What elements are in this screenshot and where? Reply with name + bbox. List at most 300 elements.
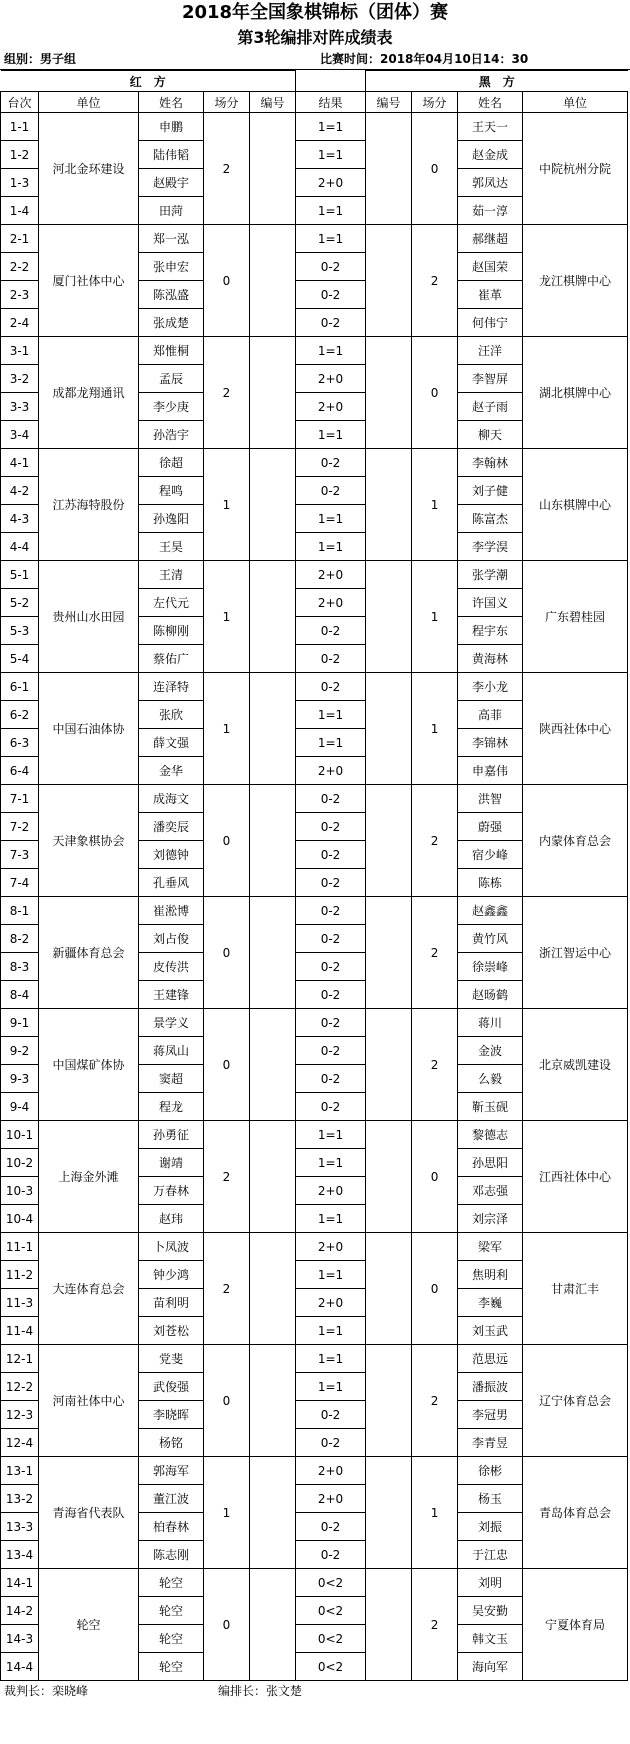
red-unit: 厦门社体中心 <box>39 225 139 337</box>
black-team-number <box>366 225 412 337</box>
red-unit: 青海省代表队 <box>39 1457 139 1569</box>
red-team-number <box>250 449 296 561</box>
black-player: 李冠男 <box>458 1401 523 1429</box>
red-player: 蔡佑广 <box>139 645 204 673</box>
red-player: 卜凤波 <box>139 1233 204 1261</box>
black-player: 李学淏 <box>458 533 523 561</box>
black-player: 范思远 <box>458 1345 523 1373</box>
black-team-number <box>366 561 412 673</box>
black-player: 郭凤达 <box>458 169 523 197</box>
red-player: 谢靖 <box>139 1149 204 1177</box>
red-team-number <box>250 561 296 673</box>
table-number: 10-3 <box>1 1177 39 1205</box>
black-unit: 浙江智运中心 <box>523 897 628 1009</box>
red-unit: 中国石油体协 <box>39 673 139 785</box>
col-header: 编号 <box>366 92 412 113</box>
black-player: 韩文玉 <box>458 1625 523 1653</box>
black-player: 刘宗泽 <box>458 1205 523 1233</box>
black-unit: 中院杭州分院 <box>523 113 628 225</box>
red-team-number <box>250 1569 296 1681</box>
black-unit: 青岛体育总会 <box>523 1457 628 1569</box>
black-player: 高菲 <box>458 701 523 729</box>
black-team-number <box>366 897 412 1009</box>
red-player: 王清 <box>139 561 204 589</box>
table-number: 13-2 <box>1 1485 39 1513</box>
table-number: 4-2 <box>1 477 39 505</box>
black-player: 宿少峰 <box>458 841 523 869</box>
table-number: 5-3 <box>1 617 39 645</box>
red-team-number <box>250 1345 296 1457</box>
table-number: 8-3 <box>1 953 39 981</box>
red-player: 轮空 <box>139 1625 204 1653</box>
table-number: 4-3 <box>1 505 39 533</box>
table-number: 11-2 <box>1 1261 39 1289</box>
game-result: 2+0 <box>296 1233 366 1261</box>
red-player: 左代元 <box>139 589 204 617</box>
col-header: 单位 <box>523 92 628 113</box>
game-result: 1=1 <box>296 197 366 225</box>
table-number: 2-2 <box>1 253 39 281</box>
table-number: 10-2 <box>1 1149 39 1177</box>
red-team-number <box>250 337 296 449</box>
red-unit: 江苏海特股份 <box>39 449 139 561</box>
red-player: 蒋凤山 <box>139 1037 204 1065</box>
table-row <box>1 1233 628 1261</box>
red-player: 武俊强 <box>139 1373 204 1401</box>
table-number: 10-1 <box>1 1121 39 1149</box>
red-player: 金华 <box>139 757 204 785</box>
table-number: 14-1 <box>1 1569 39 1597</box>
black-player: 洪智 <box>458 785 523 813</box>
red-player: 崔淞博 <box>139 897 204 925</box>
red-player: 张成楚 <box>139 309 204 337</box>
table-number: 4-4 <box>1 533 39 561</box>
black-team-number <box>366 1457 412 1569</box>
table-number: 10-4 <box>1 1205 39 1233</box>
red-player: 成海文 <box>139 785 204 813</box>
game-result: 2+0 <box>296 365 366 393</box>
red-player: 柏春林 <box>139 1513 204 1541</box>
table-number: 1-1 <box>1 113 39 141</box>
black-player: 陈栋 <box>458 869 523 897</box>
red-player: 程龙 <box>139 1093 204 1121</box>
game-result: 0-2 <box>296 645 366 673</box>
red-team-number <box>250 1233 296 1345</box>
red-player: 张申宏 <box>139 253 204 281</box>
red-match-score: 2 <box>204 113 250 225</box>
table-number: 2-4 <box>1 309 39 337</box>
red-match-score: 2 <box>204 337 250 449</box>
red-unit: 上海金外滩 <box>39 1121 139 1233</box>
red-player: 窦超 <box>139 1065 204 1093</box>
red-match-score: 1 <box>204 1457 250 1569</box>
red-match-score: 0 <box>204 225 250 337</box>
black-player: 黎德志 <box>458 1121 523 1149</box>
black-match-score: 2 <box>412 1009 458 1121</box>
black-player: 海向军 <box>458 1653 523 1681</box>
black-player: 赵子雨 <box>458 393 523 421</box>
red-player: 刘德钟 <box>139 841 204 869</box>
black-player: 焦明利 <box>458 1261 523 1289</box>
red-player: 郭海军 <box>139 1457 204 1485</box>
black-player: 崔革 <box>458 281 523 309</box>
red-player: 徐超 <box>139 449 204 477</box>
red-player: 万春林 <box>139 1177 204 1205</box>
game-result: 0<2 <box>296 1625 366 1653</box>
red-team-number <box>250 1121 296 1233</box>
red-unit: 河北金环建设 <box>39 113 139 225</box>
table-number: 9-2 <box>1 1037 39 1065</box>
table-number: 7-3 <box>1 841 39 869</box>
game-result: 0-2 <box>296 1037 366 1065</box>
black-unit: 甘肃汇丰 <box>523 1233 628 1345</box>
arranger-label: 编排长：张文楚 <box>218 1684 303 1698</box>
page-title: 2018年全国象棋锦标（团体）赛 <box>181 2 449 23</box>
black-player: 陈富杰 <box>458 505 523 533</box>
red-unit: 大连体育总会 <box>39 1233 139 1345</box>
red-player: 董江波 <box>139 1485 204 1513</box>
black-player: 申嘉伟 <box>458 757 523 785</box>
game-result: 0-2 <box>296 1541 366 1569</box>
game-result: 1=1 <box>296 1345 366 1373</box>
black-player: 赵鑫鑫 <box>458 897 523 925</box>
red-team-number <box>250 897 296 1009</box>
game-result: 0-2 <box>296 1065 366 1093</box>
side-header-row <box>1 71 628 92</box>
game-result: 2+0 <box>296 1485 366 1513</box>
black-team-number <box>366 785 412 897</box>
game-result: 0-2 <box>296 309 366 337</box>
black-player: 黄海林 <box>458 645 523 673</box>
black-team-number <box>366 1233 412 1345</box>
game-result: 0-2 <box>296 1401 366 1429</box>
black-player: 李智屏 <box>458 365 523 393</box>
game-result: 0-2 <box>296 869 366 897</box>
red-player: 陆伟韬 <box>139 141 204 169</box>
black-player: 柳天 <box>458 421 523 449</box>
black-player: 郝继超 <box>458 225 523 253</box>
black-player: 么毅 <box>458 1065 523 1093</box>
game-result: 1=1 <box>296 729 366 757</box>
game-result: 1=1 <box>296 141 366 169</box>
red-player: 赵殿宇 <box>139 169 204 197</box>
red-match-score: 1 <box>204 449 250 561</box>
black-match-score: 1 <box>412 673 458 785</box>
red-player: 刘占俊 <box>139 925 204 953</box>
black-unit: 宁夏体育局 <box>523 1569 628 1681</box>
table-number: 8-2 <box>1 925 39 953</box>
table-number: 5-4 <box>1 645 39 673</box>
table-number: 5-2 <box>1 589 39 617</box>
table-number: 11-1 <box>1 1233 39 1261</box>
table-number: 12-4 <box>1 1429 39 1457</box>
black-player: 刘玉武 <box>458 1317 523 1345</box>
table-number: 1-2 <box>1 141 39 169</box>
red-unit: 天津象棋协会 <box>39 785 139 897</box>
black-player: 赵旸鹤 <box>458 981 523 1009</box>
game-result: 0-2 <box>296 673 366 701</box>
table-number: 7-4 <box>1 869 39 897</box>
table-row <box>1 1457 628 1485</box>
table-row <box>1 673 628 701</box>
red-player: 陈泓盛 <box>139 281 204 309</box>
table-row <box>1 449 628 477</box>
black-player: 邓志强 <box>458 1177 523 1205</box>
black-player: 汪洋 <box>458 337 523 365</box>
black-match-score: 0 <box>412 337 458 449</box>
red-player: 皮传洪 <box>139 953 204 981</box>
table-number: 1-3 <box>1 169 39 197</box>
table-number: 8-4 <box>1 981 39 1009</box>
game-result: 0-2 <box>296 897 366 925</box>
black-player: 刘明 <box>458 1569 523 1597</box>
game-result: 0<2 <box>296 1597 366 1625</box>
table-number: 11-4 <box>1 1317 39 1345</box>
table-number: 9-1 <box>1 1009 39 1037</box>
page-subtitle: 第3轮编排对阵成绩表 <box>237 28 393 47</box>
game-result: 1=1 <box>296 421 366 449</box>
table-row <box>1 561 628 589</box>
red-match-score: 0 <box>204 785 250 897</box>
red-unit: 河南社体中心 <box>39 1345 139 1457</box>
red-player: 苗利明 <box>139 1289 204 1317</box>
black-player: 李巍 <box>458 1289 523 1317</box>
table-number: 8-1 <box>1 897 39 925</box>
black-player: 梁军 <box>458 1233 523 1261</box>
red-team-number <box>250 113 296 225</box>
red-player: 田菏 <box>139 197 204 225</box>
red-player: 李少庚 <box>139 393 204 421</box>
table-number: 14-4 <box>1 1653 39 1681</box>
black-match-score: 2 <box>412 785 458 897</box>
black-player: 李翰林 <box>458 449 523 477</box>
red-match-score: 1 <box>204 673 250 785</box>
game-result: 1=1 <box>296 337 366 365</box>
table-number: 11-3 <box>1 1289 39 1317</box>
table-row <box>1 1121 628 1149</box>
black-match-score: 2 <box>412 1569 458 1681</box>
table-number: 12-1 <box>1 1345 39 1373</box>
red-team-number <box>250 785 296 897</box>
red-match-score: 2 <box>204 1233 250 1345</box>
black-team-number <box>366 1121 412 1233</box>
red-unit: 贵州山水田园 <box>39 561 139 673</box>
col-header: 姓名 <box>458 92 523 113</box>
black-player: 靳玉砚 <box>458 1093 523 1121</box>
black-team-number <box>366 449 412 561</box>
table-number: 12-2 <box>1 1373 39 1401</box>
black-unit: 广东碧桂园 <box>523 561 628 673</box>
table-number: 6-4 <box>1 757 39 785</box>
black-player: 李青昱 <box>458 1429 523 1457</box>
table-row <box>1 785 628 813</box>
black-player: 蔚强 <box>458 813 523 841</box>
black-team-number <box>366 1009 412 1121</box>
game-result: 1=1 <box>296 1261 366 1289</box>
black-match-score: 0 <box>412 113 458 225</box>
game-result: 0<2 <box>296 1653 366 1681</box>
results-table <box>0 70 628 1681</box>
table-number: 6-3 <box>1 729 39 757</box>
red-player: 轮空 <box>139 1569 204 1597</box>
table-number: 13-4 <box>1 1541 39 1569</box>
col-header: 单位 <box>39 92 139 113</box>
game-result: 2+0 <box>296 1457 366 1485</box>
game-result: 0-2 <box>296 785 366 813</box>
game-result: 1=1 <box>296 1205 366 1233</box>
red-player: 郑一泓 <box>139 225 204 253</box>
game-result: 1=1 <box>296 113 366 141</box>
black-player: 程宇东 <box>458 617 523 645</box>
black-player: 杨玉 <box>458 1485 523 1513</box>
red-player: 孔垂风 <box>139 869 204 897</box>
table-number: 12-3 <box>1 1401 39 1429</box>
red-team-number <box>250 673 296 785</box>
game-result: 2+0 <box>296 169 366 197</box>
game-result: 0-2 <box>296 841 366 869</box>
red-player: 王昊 <box>139 533 204 561</box>
black-unit: 内蒙体育总会 <box>523 785 628 897</box>
black-unit: 龙江棋牌中心 <box>523 225 628 337</box>
game-result: 0-2 <box>296 1009 366 1037</box>
game-result: 0-2 <box>296 449 366 477</box>
black-unit: 陕西社体中心 <box>523 673 628 785</box>
black-unit: 湖北棋牌中心 <box>523 337 628 449</box>
black-unit: 山东棋牌中心 <box>523 449 628 561</box>
black-match-score: 0 <box>412 1121 458 1233</box>
red-match-score: 2 <box>204 1121 250 1233</box>
red-match-score: 0 <box>204 897 250 1009</box>
game-result: 1=1 <box>296 701 366 729</box>
red-player: 潘奕辰 <box>139 813 204 841</box>
footer <box>0 1681 630 1701</box>
game-result: 2+0 <box>296 393 366 421</box>
red-team-number <box>250 1009 296 1121</box>
col-header: 台次 <box>1 92 39 113</box>
game-result: 1=1 <box>296 1149 366 1177</box>
column-header-row <box>1 92 628 113</box>
game-result: 0-2 <box>296 981 366 1009</box>
red-player: 孙逸阳 <box>139 505 204 533</box>
black-player: 刘子健 <box>458 477 523 505</box>
side-divider <box>296 71 366 92</box>
game-result: 1=1 <box>296 1121 366 1149</box>
red-player: 陈志刚 <box>139 1541 204 1569</box>
table-number: 3-2 <box>1 365 39 393</box>
black-player: 赵金成 <box>458 141 523 169</box>
table-row <box>1 897 628 925</box>
red-player: 赵玮 <box>139 1205 204 1233</box>
table-number: 13-3 <box>1 1513 39 1541</box>
game-result: 2+0 <box>296 1289 366 1317</box>
black-match-score: 1 <box>412 449 458 561</box>
game-result: 0-2 <box>296 253 366 281</box>
table-row <box>1 225 628 253</box>
game-result: 2+0 <box>296 757 366 785</box>
judge-label: 裁判长：栾晓峰 <box>4 1684 89 1698</box>
table-number: 3-1 <box>1 337 39 365</box>
red-unit: 轮空 <box>39 1569 139 1681</box>
red-match-score: 1 <box>204 561 250 673</box>
red-player: 连泽特 <box>139 673 204 701</box>
group-label: 组别：男子组 <box>4 52 77 66</box>
red-side-header: 红 方 <box>1 71 296 92</box>
red-player: 张欣 <box>139 701 204 729</box>
table-number: 2-3 <box>1 281 39 309</box>
game-result: 0-2 <box>296 1513 366 1541</box>
table-number: 5-1 <box>1 561 39 589</box>
black-unit: 北京威凯建设 <box>523 1009 628 1121</box>
game-result: 0-2 <box>296 281 366 309</box>
black-team-number <box>366 113 412 225</box>
table-number: 9-3 <box>1 1065 39 1093</box>
game-result: 2+0 <box>296 589 366 617</box>
col-header: 编号 <box>250 92 296 113</box>
black-side-header: 黑 方 <box>366 71 628 92</box>
col-header: 场分 <box>204 92 250 113</box>
red-match-score: 0 <box>204 1345 250 1457</box>
red-player: 轮空 <box>139 1653 204 1681</box>
black-player: 蒋川 <box>458 1009 523 1037</box>
game-result: 2+0 <box>296 1177 366 1205</box>
black-player: 黄竹风 <box>458 925 523 953</box>
black-player: 许国义 <box>458 589 523 617</box>
red-player: 申鹏 <box>139 113 204 141</box>
table-row <box>1 337 628 365</box>
match-time-label: 比赛时间：2018年04月10日14：30 <box>320 52 529 66</box>
table-row <box>1 113 628 141</box>
game-result: 0<2 <box>296 1569 366 1597</box>
black-match-score: 2 <box>412 1345 458 1457</box>
black-player: 李小龙 <box>458 673 523 701</box>
red-player: 杨铭 <box>139 1429 204 1457</box>
game-result: 1=1 <box>296 225 366 253</box>
black-match-score: 1 <box>412 561 458 673</box>
black-team-number <box>366 1569 412 1681</box>
game-result: 0-2 <box>296 1093 366 1121</box>
red-player: 孙浩宇 <box>139 421 204 449</box>
black-match-score: 1 <box>412 1457 458 1569</box>
black-player: 徐彬 <box>458 1457 523 1485</box>
red-match-score: 0 <box>204 1009 250 1121</box>
black-player: 赵国荣 <box>458 253 523 281</box>
black-player: 刘振 <box>458 1513 523 1541</box>
table-row <box>1 1345 628 1373</box>
black-player: 王天一 <box>458 113 523 141</box>
red-player: 李晓晖 <box>139 1401 204 1429</box>
game-result: 0-2 <box>296 925 366 953</box>
black-match-score: 2 <box>412 897 458 1009</box>
game-result: 0-2 <box>296 953 366 981</box>
red-player: 程鸣 <box>139 477 204 505</box>
black-player: 孙思阳 <box>458 1149 523 1177</box>
col-header: 结果 <box>296 92 366 113</box>
game-result: 1=1 <box>296 1373 366 1401</box>
red-player: 孟辰 <box>139 365 204 393</box>
table-number: 7-1 <box>1 785 39 813</box>
black-player: 茹一淳 <box>458 197 523 225</box>
table-number: 2-1 <box>1 225 39 253</box>
black-team-number <box>366 673 412 785</box>
table-number: 6-1 <box>1 673 39 701</box>
table-row <box>1 1009 628 1037</box>
black-player: 李锦林 <box>458 729 523 757</box>
game-result: 1=1 <box>296 505 366 533</box>
black-unit: 辽宁体育总会 <box>523 1345 628 1457</box>
black-unit: 江西社体中心 <box>523 1121 628 1233</box>
red-team-number <box>250 1457 296 1569</box>
black-team-number <box>366 337 412 449</box>
